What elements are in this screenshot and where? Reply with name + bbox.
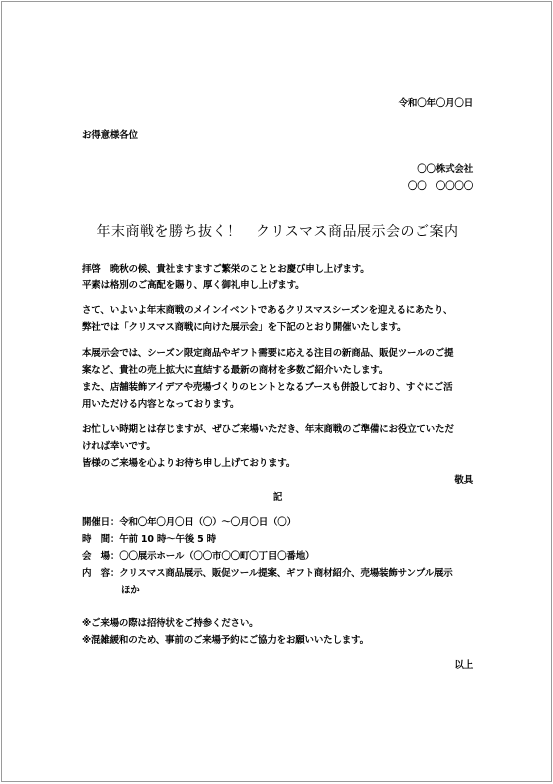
recipient: お得意様各位 [82, 130, 138, 141]
document-title: 年末商戦を勝ち抜く！ クリスマス商品展示会のご案内 [96, 224, 459, 240]
detail-date [82, 517, 296, 529]
paragraph-3-line-1: お忙しい時期とは存じますが、ぜひご来場いただき、年末商戦のご準備にお役立ていただ [82, 424, 454, 435]
details-heading: 記 [272, 492, 283, 503]
detail-content-continued: ほか [121, 585, 140, 596]
detail-time-label: 時 間： [82, 534, 120, 545]
paragraph-2-line-4: 用いただける内容となっております。 [82, 399, 240, 410]
detail-time [82, 534, 216, 546]
closing-ijou: 以上 [454, 660, 473, 671]
sender-name: 〇〇 〇〇〇〇 [407, 181, 473, 192]
greeting-line-2: 平素は格別のご高配を賜り、厚く御礼申し上げます。 [82, 280, 305, 291]
detail-venue-value: 〇〇展示ホール（〇〇市〇〇町〇丁目〇番地） [119, 551, 315, 562]
paragraph-1-line-2: 弊社では「クリスマス商戦に向けた展示会」を下記のとおり開催いたします。 [82, 322, 407, 333]
detail-venue [82, 551, 314, 563]
document-page [1, 1, 552, 782]
detail-content [82, 568, 453, 580]
paragraph-3-line-2: ければ幸いです。 [82, 441, 156, 452]
paragraph-2-line-1: 本展示会では、シーズン限定商品やギフト需要に応える注目の新商品、販促ツールのご提 [82, 348, 454, 359]
detail-time-value: 午前 10 時～午後 5 時 [119, 534, 216, 545]
paragraph-3-line-3: 皆様のご来場を心よりお待ち申し上げております。 [82, 458, 296, 469]
greeting-line-1: 拝啓 晩秋の候、貴社ますますご繁栄のこととお慶び申し上げます。 [82, 264, 370, 275]
paragraph-2-line-2: 案など、貴社の売上拡大に直結する最新の商材を多数ご紹介いたします。 [82, 365, 389, 376]
company-name: 〇〇株式会社 [417, 164, 473, 175]
detail-venue-label: 会 場： [82, 551, 120, 562]
paragraph-1-line-1: さて、いよいよ年末商戦のメインイベントであるクリスマスシーズンを迎えるにあたり、 [82, 305, 453, 316]
detail-content-value: クリスマス商品展示、販促ツール提案、ギフト商材紹介、売場装飾サンプル展示 [119, 568, 453, 579]
detail-content-label: 内 容： [82, 568, 120, 579]
note-2: ※混雑緩和のため、事前のご来場予約にご協力をお願いいたします。 [82, 635, 369, 646]
note-1: ※ご来場の際は招待状をご持参ください。 [82, 618, 259, 629]
closing-keigu: 敬具 [454, 475, 473, 486]
paragraph-2-line-3: また、店舗装飾アイデアや売場づくりのヒントとなるブースも併設しており、すぐにご活 [82, 382, 453, 393]
date: 令和〇年〇月〇日 [398, 98, 473, 109]
detail-date-value: 令和〇年〇月〇日（〇）～〇月〇日（〇） [119, 517, 296, 528]
detail-date-label: 開催日： [82, 517, 120, 528]
